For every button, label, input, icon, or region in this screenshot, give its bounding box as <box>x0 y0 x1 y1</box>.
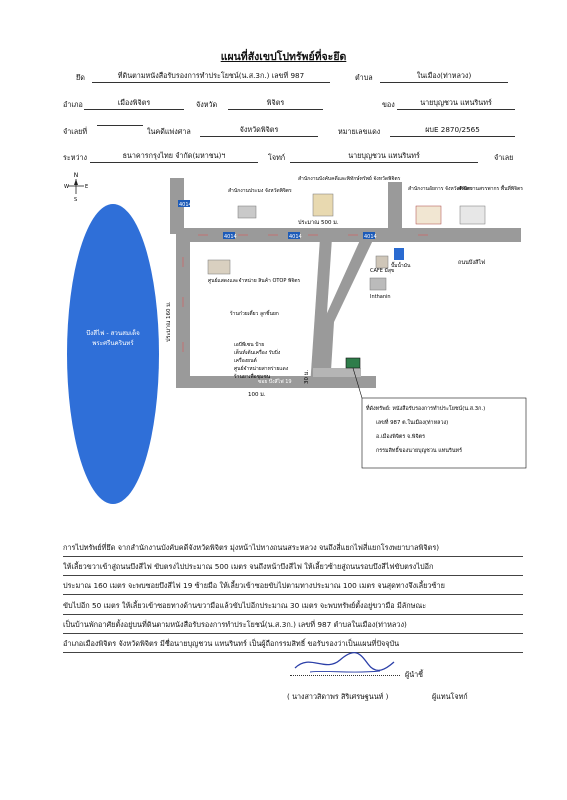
distance-160: ประมาณ 160 ม. <box>166 301 172 342</box>
landmark-shop4: ศูนย์จำหน่ายสาหร่ายแดง <box>234 366 289 372</box>
directions-line-6: อำเภอเมืองพิจิตร จังหวัดพิจิตร มีชื่อนายบุญชวน แทนรินทร์ เป็นผู้ถือกรรมสิทธิ์ ขอรับรองว่าเป็นแผนที่ปัจจุบัน <box>63 636 523 653</box>
signature-role-1: ผู้นำชี้ <box>405 670 424 679</box>
property-line-2: เลขที่ 987 ต.ในเมือง(ท่าหลวง) <box>376 420 449 426</box>
defendant-no-value <box>97 125 143 126</box>
red-case-value: ผบE 2870/2565 <box>390 125 515 137</box>
signatory-name: ( นางสาวสิดาพร สิริเศรษฐนนท์ ) <box>287 692 389 701</box>
compass-s: S <box>74 197 78 203</box>
road-right-label: ถนนบึงสีไฟ <box>458 260 486 266</box>
landmark-fisheries: สำนักงานประมง จังหวัดพิจิตร <box>228 188 292 194</box>
directions-line-3: ประมาณ 160 เมตร จะพบซอยบึงสีไฟ 19 ซ้ายมือ ให้เลี้ยวเข้าซอยขับไปตามทางประมาณ 100 เมตร จนสุดทางจึงเลี้ยวซ้าย <box>63 578 523 595</box>
province-label: จังหวัด <box>196 100 218 109</box>
subdistrict-value: ในเมือง(ท่าหลวง) <box>380 71 508 83</box>
road-top-label: 4014 <box>179 202 192 208</box>
property-map <box>58 172 528 507</box>
property-line-3: อ.เมืองพิจิตร จ.พิจิตร <box>376 434 426 440</box>
district-value: เมืองพิจิตร <box>84 98 184 110</box>
signature-line <box>290 675 400 676</box>
property-marker <box>346 358 360 368</box>
lake-label-2: พระศรีนครินทร์ <box>92 340 134 347</box>
handwritten-signature <box>290 648 400 678</box>
between-label: ระหว่าง <box>63 153 88 162</box>
landmark-shop1: เอบีพีเซน ป้าย <box>234 342 265 348</box>
signature-role-2: ผู้แทนโจทก์ <box>432 692 468 701</box>
directions-line-1: การไปทรัพย์ที่ยึด จากสำนักงานบังคับคดีจังหวัดพิจิตร มุ่งหน้าไปทางถนนสระหลวง จนถึงสี่แยกไฟสี่แยกโรงพยาบาลพิจิตร) <box>63 540 523 557</box>
seize-document: ที่ดินตามหนังสือรับรองการทำประโยชน์(น.ส.3ก.) เลขที่ 987 <box>92 71 330 83</box>
district-label: อำเภอ <box>63 100 83 109</box>
compass-n: N <box>73 172 79 179</box>
distance-30: 30 ม. <box>304 369 310 384</box>
road-main-label-2: 4014 <box>289 234 302 240</box>
owner-value: นายบุญชวน แทนรินทร์ <box>397 98 515 110</box>
directions-line-2: ให้เลี้ยวขวาเข้าสู่ถนนบึงสีไฟ ขับตรงไปประมาณ 500 เมตร จนถึงหน้าบึงสีไฟ ให้เลี้ยวซ้ายสู่ถนนรอบบึงสีไฟขับตรงไปอีก <box>63 559 523 576</box>
compass-w: W <box>64 184 69 190</box>
compass <box>64 172 88 203</box>
road-main-label-3: 4014 <box>364 234 377 240</box>
landmark-pump: ปั๊มน้ำมัน <box>391 263 411 269</box>
page-title: แผนที่สังเขปโปทรัพย์ที่จะยึด <box>220 51 347 63</box>
road-main-label-1: 4014 <box>224 234 237 240</box>
soi-19-label: ซอย บึงสีไฟ 19 <box>258 379 292 385</box>
directions-line-5: เป็นบ้านพักอาศัยตั้งอยู่บนที่ดินตามหนังสือรับรองการทำประโยชน์(น.ส.3ก.) เลขที่ 987 ตำบลในเมือง(ท่าหลวง) <box>63 617 523 634</box>
court-value: จังหวัดพิจิตร <box>200 125 318 137</box>
lake-label-1: บึงสีไฟ - สวนสมเด็จ <box>86 330 140 337</box>
defendant-label: จำเลย <box>494 153 514 162</box>
province-value: พิจิตร <box>228 98 323 110</box>
distance-100: 100 ม. <box>248 392 266 398</box>
landmark-office1: สำนักงานอัยการ จังหวัดพิจิตร <box>408 186 472 192</box>
plaintiff-label: โจทก์ <box>268 153 286 162</box>
road-markings <box>183 235 428 352</box>
defendant-value: นายบุญชวน แทนรินทร์ <box>290 151 478 163</box>
owner-label: ของ <box>382 100 395 109</box>
distance-500: ประมาณ 500 ม. <box>298 220 339 226</box>
landmark-shop3: เครื่องยนต์ <box>234 358 257 364</box>
landmark-noodle: ร้านก๋วยเตี๋ยว ลูกชิ้นยก <box>230 311 279 317</box>
subdistrict-label: ตำบล <box>355 73 373 82</box>
seize-label: ยึด <box>76 73 85 82</box>
directions-paragraph <box>63 540 523 655</box>
landmark-shop5: ร้านยาเพื่อชุมชน <box>234 374 271 380</box>
landmark-shop2: เต็นท์เต้นเครื่อง รับบิ่ง <box>234 350 281 356</box>
plaintiff-value: ธนาคารกรุงไทย จำกัด(มหาชน)ฯ <box>90 151 258 163</box>
landmark-court: สำนักงานบังคับคดีและพิทักษ์ทรัพย์ จังหวัดพิจิตร <box>298 176 401 182</box>
court-label: ในคดีแพ่งศาล <box>147 127 191 136</box>
landmark-otop: ศูนย์แสดงและจำหน่าย สินค้า OTOP พิจิตร <box>208 278 301 284</box>
landmark-office2: สำนักงานสรรพากร พื้นที่พิจิตร <box>458 186 523 192</box>
landmark-inthanin: Inthanin <box>370 294 391 300</box>
directions-line-4: ขับไปอีก 50 เมตร ให้เลี้ยวเข้าซอยทางด้านขวามือแล้วขับไปอีกประมาณ 30 เมตร จะพบทรัพย์ตั้งอยู่ขวามือ มีลักษณะ <box>63 598 523 615</box>
property-line-1: ที่ดังทรัพย์: หนังสือรับรองการทำประโยชน์(น.ส.3ก.) <box>366 406 486 412</box>
red-case-label: หมายเลขแดง <box>338 127 381 136</box>
defendant-no-label: จำเลยที่ <box>63 127 88 136</box>
property-line-4: กรรมสิทธิ์ของนายบุญชวน แทนรินทร์ <box>376 448 463 454</box>
compass-e: E <box>85 184 89 190</box>
landmark-cafe: CAFE มีสุข <box>370 268 395 274</box>
lake-bueng-si-fai <box>67 204 159 504</box>
